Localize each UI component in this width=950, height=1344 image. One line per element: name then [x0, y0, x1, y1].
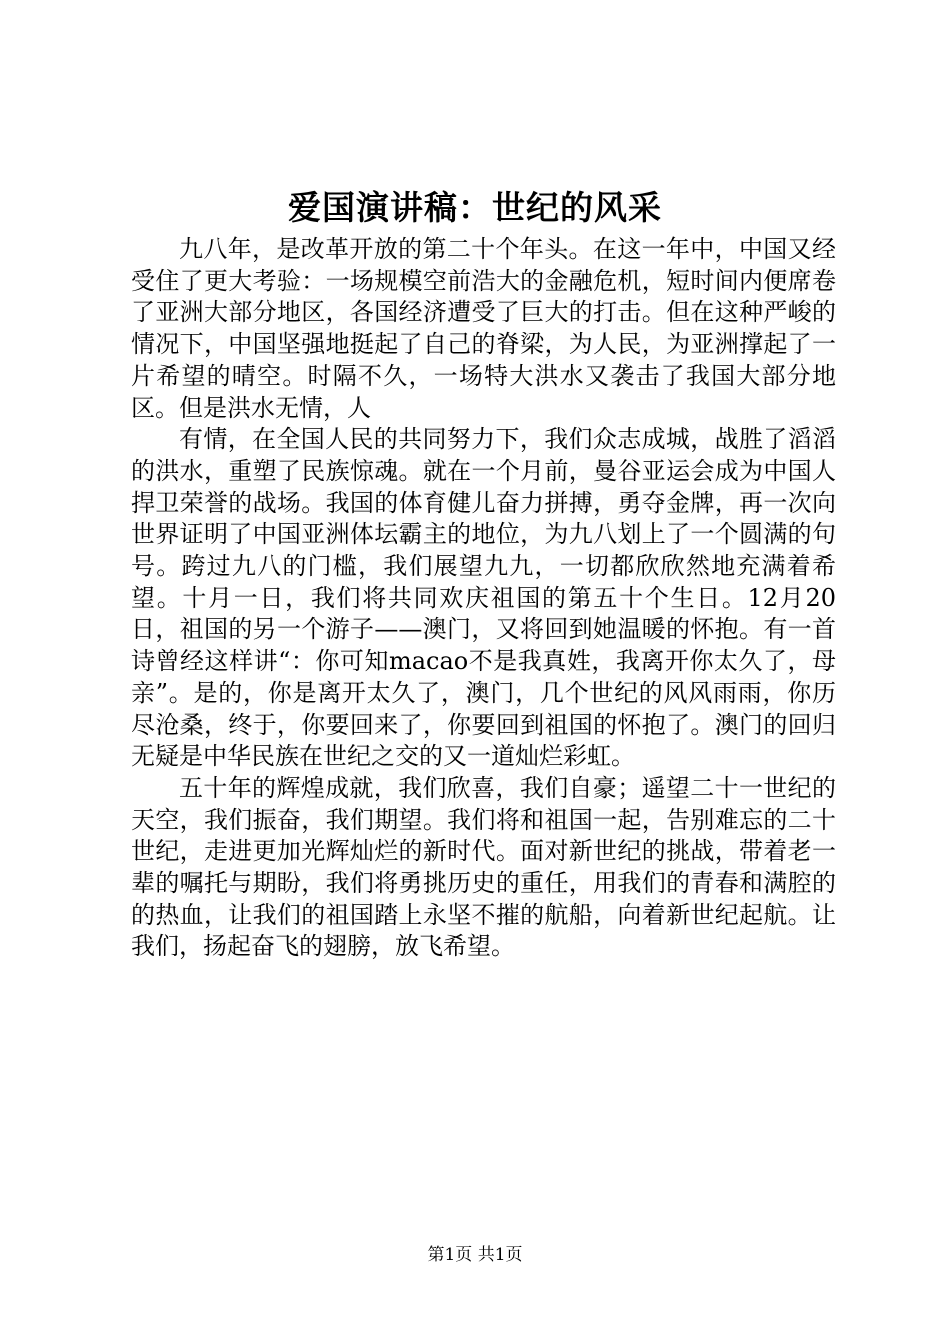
document-title: 爱国演讲稿：世纪的风采: [288, 188, 662, 227]
page-number-footer: 第1页 共1页: [427, 1245, 523, 1265]
document-body: [131, 234, 836, 963]
paragraph-3: 五十年的辉煌成就，我们欣喜，我们自豪；遥望二十一世纪的天空，我们振奋，我们期望。我们将和祖国一起，告别难忘的二十世纪，走进更加光辉灿烂的新时代。面对新世纪的挑战，带着老一辈的嘱托与期盼，我们将勇挑历史的重任，用我们的青春和满腔的的热血，让我们的祖国踏上永坚不摧的航船，向着新世纪起航。让我们，扬起奋飞的翅膀，放飞希望。: [131, 773, 836, 961]
paragraph-2: 有情，在全国人民的共同努力下，我们众志成城，战胜了滔滔的洪水，重塑了民族惊魂。就在一个月前，曼谷亚运会成为中国人捍卫荣誉的战场。我国的体育健儿奋力拼搏，勇夺金牌，再一次向世界证明了中国亚洲体坛霸主的地位，为九八划上了一个圆满的句号。跨过九八的门槛，我们展望九九，一切都欣欣然地充满着希望。十月一日，我们将共同欢庆祖国的第五十个生日。12月20日，祖国的另一个游子——澳门，又将回到她温暖的怀抱。有一首诗曾经这样讲“：你可知macao不是我真姓，我离开你太久了，母亲”。是的，你是离开太久了，澳门，几个世纪的风风雨雨，你历尽沧桑，终于，你要回来了，你要回到祖国的怀抱了。澳门的回归无疑是中华民族在世纪之交的又一道灿烂彩虹。: [131, 425, 836, 771]
paragraph-1: 九八年，是改革开放的第二十个年头。在这一年中，中国又经受住了更大考验：一场规模空前浩大的金融危机，短时间内便席卷了亚洲大部分地区，各国经济遭受了巨大的打击。但在这种严峻的情况下，中国坚强地挺起了自己的脊梁，为人民，为亚洲撑起了一片希望的晴空。时隔不久，一场特大洪水又袭击了我国大部分地区。但是洪水无情，人: [131, 235, 836, 422]
